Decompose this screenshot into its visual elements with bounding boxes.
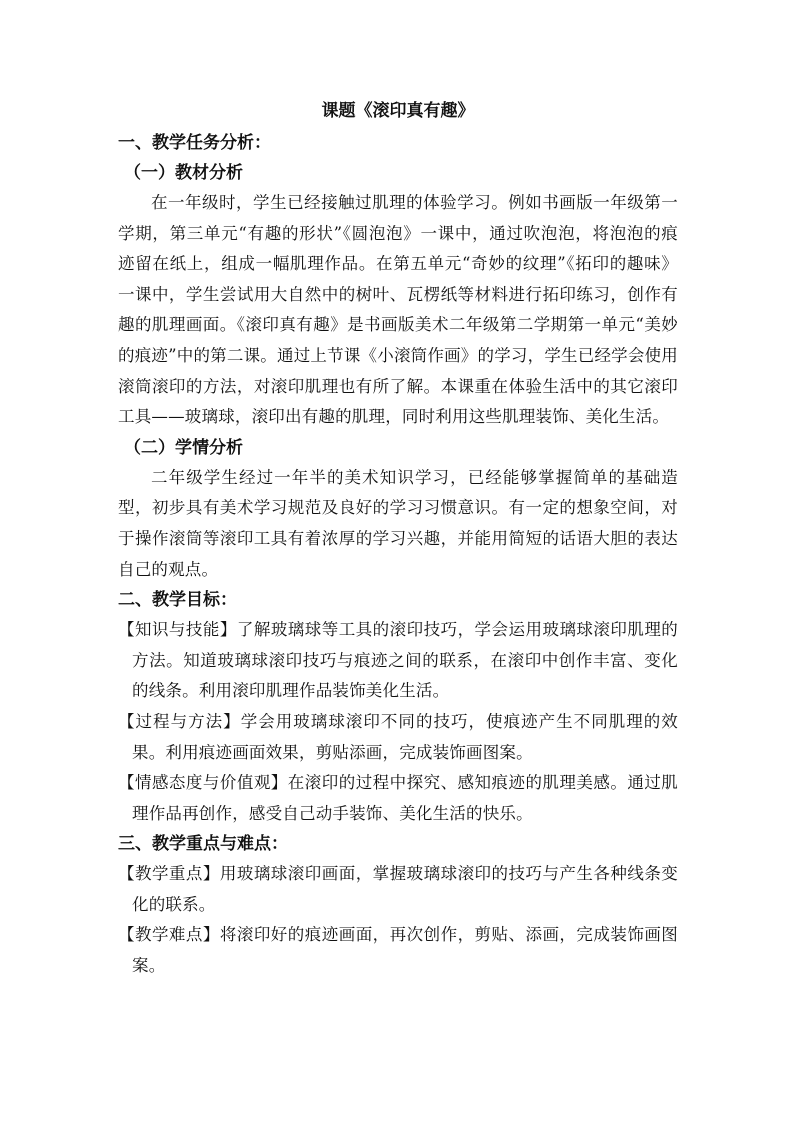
goal-text: 学会用玻璃球滚印不同的技巧，使痕迹产生不同肌理的效果。利用痕迹画面效果，剪贴添画，完成装饰画图案。 [132, 711, 679, 762]
subsection-heading-student-analysis: （二）学情分析 [124, 437, 243, 458]
goal-text: 了解玻璃球等工具的滚印技巧，学会运用玻璃球滚印肌理的方法。知道玻璃球滚印技巧与痕迹之间的联系，在滚印中创作丰富、变化的线条。利用滚印肌理作品装饰美化生活。 [132, 620, 679, 701]
key-point-item [118, 859, 678, 920]
section-heading-key-points: 三、教学重点与难点： [118, 834, 288, 855]
goal-item-knowledge [118, 615, 678, 707]
section-heading-task-analysis: 一、教学任务分析： [118, 133, 271, 153]
key-point-text: 用玻璃球滚印画面，掌握玻璃球滚印的技巧与产生各种线条变化的联系。 [132, 864, 678, 914]
subsection-heading-material-analysis: （一）教材分析 [124, 163, 243, 183]
goal-label: 【情感态度与价值观】 [118, 773, 288, 793]
goal-label: 【知识与技能】 [118, 620, 237, 640]
goal-text: 在滚印的过程中探究、感知痕迹的肌理美感。通过肌理作品再创作，感受自己动手装饰、美化生活的快乐。 [132, 773, 678, 823]
goal-item-emotion [118, 768, 678, 829]
goal-item-process [118, 707, 678, 768]
document-title: 课题《滚印真有趣》 [321, 101, 475, 121]
document-page [118, 96, 678, 982]
paragraph-material-analysis: 在一年级时，学生已经接触过肌理的体验学习。例如书画版一年级第一学期，第三单元“有趣的形状”《圆泡泡》一课中，通过吹泡泡，将泡泡的痕迹留在纸上，组成一幅肌理作品。在第五单元“奇妙的纹理”《拓印的趣味》一课中，学生尝试用大自然中的树叶、瓦楞纸等材料进行拓印练习，创作有趣的肌理画面。《滚印真有趣》是书画版美术二年级第二学期第一单元“美妙的痕迹”中的第二课。通过上节课《小滚筒作画》的学习，学生已经学会使用滚筒滚印的方法，对滚印肌理也有所了解。本课重在体验生活中的其它滚印工具——玻璃球，滚印出有趣的肌理，同时利用这些肌理装饰、美化生活。 [118, 193, 678, 427]
difficult-point-text: 将滚印好的痕迹画面，再次创作，剪贴、添画，完成装饰画图案。 [132, 925, 678, 976]
paragraph-student-analysis: 二年级学生经过一年半的美术知识学习，已经能够掌握简单的基础造型，初步具有美术学习规范及良好的学习习惯意识。有一定的想象空间，对于操作滚筒等滚印工具有着浓厚的学习兴趣，并能用简短的话语大胆的表达自己的观点。 [118, 467, 678, 579]
difficult-point-label: 【教学难点】 [118, 925, 220, 945]
section-heading-teaching-goals: 二、教学目标： [118, 590, 237, 611]
goal-label: 【过程与方法】 [118, 711, 241, 731]
key-point-label: 【教学重点】 [118, 864, 220, 884]
difficult-point-item [118, 920, 678, 981]
